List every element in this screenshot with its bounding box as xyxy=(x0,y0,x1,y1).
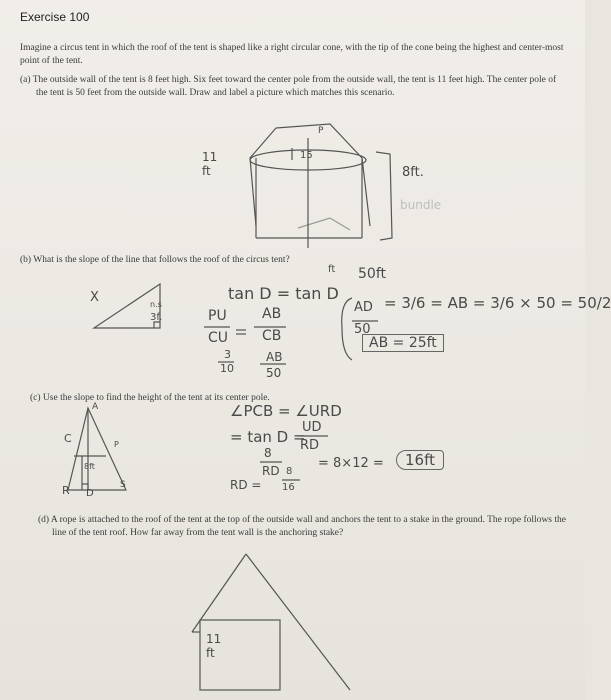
part-b-frac1-den: CU xyxy=(208,330,229,346)
part-c-eq1: ∠PCB = ∠URD xyxy=(230,402,342,420)
part-c-eq4-num: 8 xyxy=(286,466,293,477)
part-c-tri-p: P xyxy=(114,440,119,449)
part-b-rhs-den: 50 xyxy=(354,322,371,337)
part-c-result: 16ft xyxy=(396,450,444,470)
part-b-ft: ft xyxy=(328,264,336,275)
part-c-tri-s: S xyxy=(120,480,126,490)
part-c-frac-den: RD xyxy=(300,438,320,453)
part-b-tri-ns: n.s xyxy=(150,300,162,309)
part-b-fraction-bars xyxy=(200,320,310,370)
part-b-frac1-num: PU xyxy=(208,308,227,324)
part-b-rhs-num: AD xyxy=(354,300,373,315)
part-c-tri-r: R xyxy=(62,484,70,497)
part-b-result: AB = 25ft xyxy=(362,334,444,352)
part-c-tri-a: A xyxy=(92,402,99,412)
part-b-frac3-num: 3 xyxy=(224,348,231,361)
part-c-tri-c: C xyxy=(64,432,72,445)
part-b-frac4-num: AB xyxy=(266,350,283,364)
part-c-tri-d: D xyxy=(86,488,94,499)
part-c-calc: = 8×12 = xyxy=(318,456,384,471)
part-c-eq4-den: 16 xyxy=(282,482,295,493)
part-b-prompt: (b) What is the slope of the line that follows the roof of the circus tent? xyxy=(20,255,290,265)
part-a-prompt: (a) The outside wall of the tent is 8 feet high. Six feet toward the center pole from the outside wall, the tent is 11 feet high. The center pole of the tent is 50 feet from the outside wall. Draw and label a picture which matches this scenario. xyxy=(20,75,557,98)
part-c-eq3-den: RD xyxy=(262,464,280,478)
part-a-tree-label: P xyxy=(318,126,324,136)
part-b-50ft: 50ft xyxy=(358,266,386,282)
part-a-left-label: 11 ft xyxy=(202,150,218,178)
part-c-tri-8ft: 8ft xyxy=(84,462,95,471)
part-b-eq1: tan D = tan D xyxy=(228,284,339,303)
part-a-top-label: 15 xyxy=(300,150,313,161)
part-b-rhs-equation: = 3/6 = AB = 3/6 × 50 = 50/2 xyxy=(384,294,611,312)
part-c-eq2: = tan D = xyxy=(230,428,306,446)
part-a-right-label: 8ft. xyxy=(402,165,424,180)
part-b-tri-3ft: 3f. xyxy=(150,312,163,323)
part-c-frac-num: UD xyxy=(302,420,322,435)
part-b-frac4-den: 50 xyxy=(266,366,282,380)
part-c-rd: RD = xyxy=(230,478,262,492)
part-b-triangle xyxy=(88,280,168,340)
part-a-faint-text: bundle xyxy=(400,198,442,212)
part-c-triangle xyxy=(62,404,142,500)
part-b-frac2-den: CB xyxy=(262,328,282,344)
part-d-prompt: (d) A rope is attached to the roof of the tent at the top of the outside wall and anchors the tent to a stake in the ground. The rope follows the line of the tent roof. How far away from the tent wall is the anchoring stake? xyxy=(38,515,566,538)
exercise-title: Exercise 100 xyxy=(20,10,90,24)
exercise-intro: Imagine a circus tent in which the roof of the tent is shaped like a right circular cone, with the tip of the cone being the highest and center-most point of the tent. xyxy=(20,43,564,66)
part-b-bracket xyxy=(336,294,356,364)
part-b-frac2-num: AB xyxy=(262,306,282,322)
part-a-tent-drawing xyxy=(180,118,440,263)
part-c-eq3-num: 8 xyxy=(264,446,272,460)
part-d-label: 11 ft xyxy=(206,632,222,660)
part-b-tri-x: X xyxy=(90,290,99,305)
part-c-prompt: (c) Use the slope to find the height of the tent at its center pole. xyxy=(30,393,270,403)
part-b-rhs-bar xyxy=(350,318,380,324)
part-b-frac3-den: 10 xyxy=(220,362,234,375)
part-d-drawing xyxy=(190,550,360,696)
